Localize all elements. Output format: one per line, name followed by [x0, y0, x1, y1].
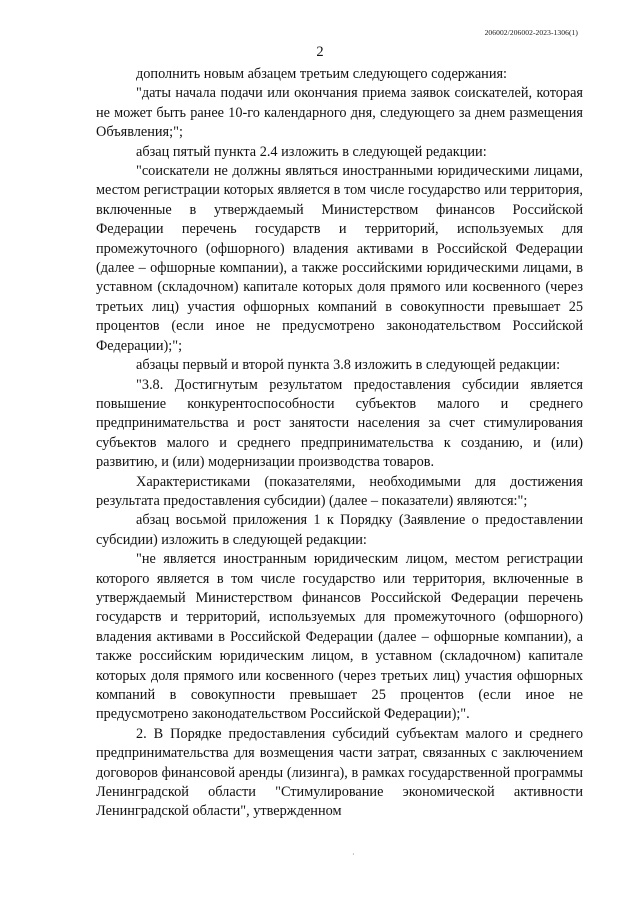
paragraph: абзацы первый и второй пункта 3.8 изложить в следующей редакции: [136, 357, 561, 374]
paragraph: "3.8. Достигнутым результатом предоставления субсидии является повышение конкурентоспособности субъектов малого и среднего предпринимательства и рост занятости населения за счет стимулирования субъектов малого и среднего предпринимательства к созданию, и (или) развитию, и (или) модернизации производства товаров. [96, 376, 583, 471]
document-body [96, 65, 583, 822]
paragraph: 2. В Порядке предоставления субсидий субъектам малого и среднего предпринимательства для возмещения части затрат, связанных с заключением договоров финансовой аренды (лизинга), в рамках государственной программы Ленинградской области "Стимулирование экономической активности Ленинградской области", утвержденном [96, 725, 583, 820]
scan-mark: · [352, 850, 355, 859]
paragraph: абзац пятый пункта 2.4 изложить в следующей редакции: [136, 143, 487, 160]
paragraph: Характеристиками (показателями, необходимыми для достижения результата предоставления субсидии) (далее – показатели) являются:"; [96, 473, 583, 509]
paragraph: "не является иностранным юридическим лицом, местом регистрации которого является в том числе государство или территория, включенные в утверждаемый Министерством финансов Российской Федерации перечень государств и территорий, используемых для промежуточного (офшорного) владения активами в Российской Федерации (далее – офшорные компании), а также российским юридическим лицом, в уставном (складочном) капитале которых доля прямого или косвенного (через третьих лиц) участия офшорных компаний в совокупности превышает 25 процентов (если иное не предусмотрено законодательством Российской Федерации);". [96, 551, 583, 723]
paragraph: "даты начала подачи или окончания приема заявок соискателей, которая не может быть ранее 10-го календарного дня, следующего за днем размещения Объявления;"; [96, 85, 583, 141]
page-number: 2 [316, 44, 324, 60]
paragraph: абзац восьмой приложения 1 к Порядку (Заявление о предоставлении субсидии) изложить в следующей редакции: [96, 512, 583, 548]
paragraph: "соискатели не должны являться иностранными юридическими лицами, местом регистрации которых является в том числе государство или территория, включенные в утверждаемый Министерством финансов Российской Федерации перечень государств и территорий, используемых для промежуточного (офшорного) владения активами в Российской Федерации (далее – офшорные компании), а также российскими юридическими лицами, в уставном (складочном) капитале которых доля прямого или косвенного (через третьих лиц) участия офшорных компаний в совокупности превышает 25 процентов (если иное не предусмотрено законодательством Российской Федерации);"; [96, 163, 583, 354]
paragraph: дополнить новым абзацем третьим следующего содержания: [136, 66, 508, 82]
document-code: 206002/206002-2023-1306(1) [484, 28, 578, 37]
